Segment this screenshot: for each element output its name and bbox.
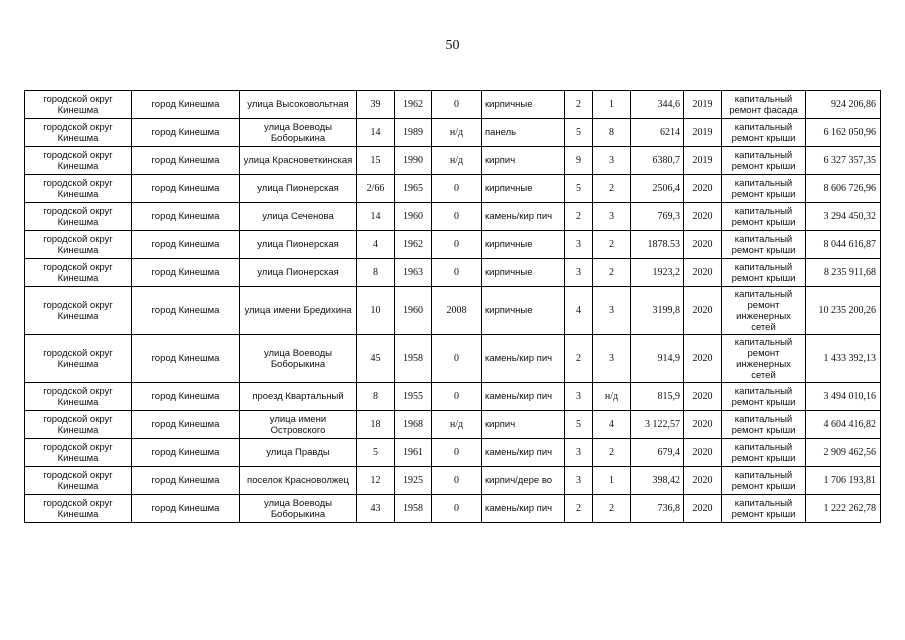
cell-floors: 2 — [565, 203, 593, 231]
cell-area: 1878.53 — [631, 231, 684, 259]
cell-settlement: город Кинешма — [132, 259, 240, 287]
cell-repair-year: 2020 — [684, 287, 722, 335]
cell-work-type: капитальный ремонт крыши — [722, 203, 806, 231]
cell-street: улица Пионерская — [240, 175, 357, 203]
cell-area: 344,6 — [631, 91, 684, 119]
cell-settlement: город Кинешма — [132, 335, 240, 383]
cell-year-built: 1962 — [395, 91, 432, 119]
cell-street: улица Красноветкинская — [240, 147, 357, 175]
cell-settlement: город Кинешма — [132, 495, 240, 523]
cell-settlement: город Кинешма — [132, 439, 240, 467]
cell-wall-material: камень/кир пич — [482, 383, 565, 411]
cell-area: 679,4 — [631, 439, 684, 467]
cell-wall-material: кирпичные — [482, 287, 565, 335]
cell-work-type: капитальный ремонт крыши — [722, 175, 806, 203]
cell-cost: 8 044 616,87 — [806, 231, 881, 259]
cell-area: 815,9 — [631, 383, 684, 411]
repair-table — [24, 90, 881, 523]
cell-municipality: городской округ Кинешма — [25, 259, 132, 287]
cell-floors: 3 — [565, 259, 593, 287]
cell-year-reconstruction: 0 — [432, 335, 482, 383]
table-row — [25, 175, 881, 203]
cell-repair-year: 2020 — [684, 231, 722, 259]
cell-street: улица Пионерская — [240, 231, 357, 259]
cell-house-number: 4 — [357, 231, 395, 259]
cell-year-built: 1962 — [395, 231, 432, 259]
cell-area: 6380,7 — [631, 147, 684, 175]
cell-year-built: 1968 — [395, 411, 432, 439]
cell-municipality: городской округ Кинешма — [25, 411, 132, 439]
cell-house-number: 8 — [357, 259, 395, 287]
cell-floors: 3 — [565, 467, 593, 495]
table-row — [25, 335, 881, 383]
table-row — [25, 495, 881, 523]
cell-repair-year: 2020 — [684, 383, 722, 411]
cell-area: 914,9 — [631, 335, 684, 383]
cell-settlement: город Кинешма — [132, 383, 240, 411]
cell-cost: 8 606 726,96 — [806, 175, 881, 203]
cell-area: 769,3 — [631, 203, 684, 231]
cell-cost: 1 706 193,81 — [806, 467, 881, 495]
cell-area: 3 122,57 — [631, 411, 684, 439]
cell-floors: 2 — [565, 91, 593, 119]
cell-year-built: 1955 — [395, 383, 432, 411]
table-row — [25, 203, 881, 231]
cell-year-built: 1925 — [395, 467, 432, 495]
cell-work-type: капитальный ремонт крыши — [722, 231, 806, 259]
cell-cost: 8 235 911,68 — [806, 259, 881, 287]
cell-year-reconstruction: 0 — [432, 383, 482, 411]
cell-entrances: 2 — [593, 495, 631, 523]
cell-house-number: 15 — [357, 147, 395, 175]
cell-year-reconstruction: 0 — [432, 495, 482, 523]
cell-entrances: 8 — [593, 119, 631, 147]
cell-cost: 6 162 050,96 — [806, 119, 881, 147]
cell-repair-year: 2020 — [684, 439, 722, 467]
cell-municipality: городской округ Кинешма — [25, 495, 132, 523]
table-row — [25, 231, 881, 259]
cell-work-type: капитальный ремонт инженерных сетей — [722, 287, 806, 335]
cell-cost: 2 909 462,56 — [806, 439, 881, 467]
cell-repair-year: 2020 — [684, 335, 722, 383]
cell-entrances: 4 — [593, 411, 631, 439]
cell-street: проезд Квартальный — [240, 383, 357, 411]
cell-floors: 3 — [565, 383, 593, 411]
cell-work-type: капитальный ремонт крыши — [722, 147, 806, 175]
table-row — [25, 91, 881, 119]
cell-settlement: город Кинешма — [132, 91, 240, 119]
cell-wall-material: кирпич/дере во — [482, 467, 565, 495]
cell-floors: 3 — [565, 439, 593, 467]
cell-cost: 1 433 392,13 — [806, 335, 881, 383]
cell-municipality: городской округ Кинешма — [25, 383, 132, 411]
cell-municipality: городской округ Кинешма — [25, 91, 132, 119]
cell-year-built: 1965 — [395, 175, 432, 203]
cell-year-reconstruction: 0 — [432, 467, 482, 495]
cell-house-number: 10 — [357, 287, 395, 335]
cell-work-type: капитальный ремонт крыши — [722, 495, 806, 523]
table-row — [25, 287, 881, 335]
cell-settlement: город Кинешма — [132, 147, 240, 175]
cell-settlement: город Кинешма — [132, 411, 240, 439]
cell-street: улица Правды — [240, 439, 357, 467]
cell-municipality: городской округ Кинешма — [25, 335, 132, 383]
cell-settlement: город Кинешма — [132, 231, 240, 259]
cell-street: улица имени Островского — [240, 411, 357, 439]
cell-street: поселок Красноволжец — [240, 467, 357, 495]
cell-work-type: капитальный ремонт крыши — [722, 259, 806, 287]
cell-entrances: 3 — [593, 203, 631, 231]
cell-cost: 4 604 416,82 — [806, 411, 881, 439]
cell-entrances: 1 — [593, 467, 631, 495]
cell-year-reconstruction: 0 — [432, 203, 482, 231]
cell-work-type: капитальный ремонт крыши — [722, 439, 806, 467]
cell-street: улица Пионерская — [240, 259, 357, 287]
cell-house-number: 12 — [357, 467, 395, 495]
cell-entrances: 3 — [593, 147, 631, 175]
cell-entrances: 2 — [593, 175, 631, 203]
table-row — [25, 411, 881, 439]
cell-house-number: 14 — [357, 119, 395, 147]
cell-entrances: 3 — [593, 287, 631, 335]
cell-year-reconstruction: н/д — [432, 147, 482, 175]
cell-year-built: 1960 — [395, 287, 432, 335]
cell-house-number: 45 — [357, 335, 395, 383]
cell-floors: 5 — [565, 175, 593, 203]
cell-municipality: городской округ Кинешма — [25, 203, 132, 231]
cell-repair-year: 2020 — [684, 411, 722, 439]
cell-year-reconstruction: н/д — [432, 411, 482, 439]
cell-house-number: 2/66 — [357, 175, 395, 203]
cell-house-number: 5 — [357, 439, 395, 467]
cell-wall-material: кирпичные — [482, 91, 565, 119]
cell-municipality: городской округ Кинешма — [25, 175, 132, 203]
cell-work-type: капитальный ремонт крыши — [722, 383, 806, 411]
cell-house-number: 14 — [357, 203, 395, 231]
cell-wall-material: кирпичные — [482, 231, 565, 259]
table-row — [25, 259, 881, 287]
cell-wall-material: панель — [482, 119, 565, 147]
cell-repair-year: 2020 — [684, 203, 722, 231]
cell-area: 2506,4 — [631, 175, 684, 203]
cell-repair-year: 2020 — [684, 467, 722, 495]
cell-year-built: 1990 — [395, 147, 432, 175]
cell-work-type: капитальный ремонт крыши — [722, 411, 806, 439]
cell-street: улица имени Бредихина — [240, 287, 357, 335]
cell-cost: 3 294 450,32 — [806, 203, 881, 231]
cell-house-number: 18 — [357, 411, 395, 439]
table-row — [25, 467, 881, 495]
cell-area: 1923,2 — [631, 259, 684, 287]
cell-area: 6214 — [631, 119, 684, 147]
cell-repair-year: 2020 — [684, 495, 722, 523]
cell-wall-material: камень/кир пич — [482, 203, 565, 231]
cell-entrances: н/д — [593, 383, 631, 411]
cell-wall-material: кирпичные — [482, 259, 565, 287]
cell-year-reconstruction: 0 — [432, 231, 482, 259]
cell-entrances: 3 — [593, 335, 631, 383]
page-number: 50 — [445, 38, 460, 53]
cell-work-type: капитальный ремонт фасада — [722, 91, 806, 119]
cell-house-number: 8 — [357, 383, 395, 411]
cell-wall-material: кирпич — [482, 147, 565, 175]
table-row — [25, 119, 881, 147]
cell-entrances: 2 — [593, 231, 631, 259]
cell-settlement: город Кинешма — [132, 203, 240, 231]
cell-settlement: город Кинешма — [132, 467, 240, 495]
cell-repair-year: 2019 — [684, 91, 722, 119]
cell-municipality: городской округ Кинешма — [25, 439, 132, 467]
cell-repair-year: 2020 — [684, 259, 722, 287]
cell-floors: 5 — [565, 119, 593, 147]
cell-cost: 1 222 262,78 — [806, 495, 881, 523]
cell-municipality: городской округ Кинешма — [25, 231, 132, 259]
cell-street: улица Воеводы Боборыкина — [240, 335, 357, 383]
cell-floors: 9 — [565, 147, 593, 175]
cell-floors: 2 — [565, 495, 593, 523]
cell-floors: 5 — [565, 411, 593, 439]
cell-work-type: капитальный ремонт крыши — [722, 119, 806, 147]
cell-floors: 4 — [565, 287, 593, 335]
cell-wall-material: камень/кир пич — [482, 439, 565, 467]
cell-house-number: 43 — [357, 495, 395, 523]
cell-settlement: город Кинешма — [132, 175, 240, 203]
cell-street: улица Воеводы Боборыкина — [240, 119, 357, 147]
table-row — [25, 383, 881, 411]
cell-repair-year: 2019 — [684, 119, 722, 147]
cell-year-reconstruction: 0 — [432, 439, 482, 467]
cell-floors: 2 — [565, 335, 593, 383]
cell-house-number: 39 — [357, 91, 395, 119]
cell-area: 3199,8 — [631, 287, 684, 335]
cell-municipality: городской округ Кинешма — [25, 119, 132, 147]
cell-entrances: 2 — [593, 259, 631, 287]
cell-repair-year: 2019 — [684, 147, 722, 175]
cell-settlement: город Кинешма — [132, 119, 240, 147]
cell-municipality: городской округ Кинешма — [25, 287, 132, 335]
cell-wall-material: камень/кир пич — [482, 495, 565, 523]
cell-year-built: 1961 — [395, 439, 432, 467]
cell-area: 398,42 — [631, 467, 684, 495]
cell-cost: 6 327 357,35 — [806, 147, 881, 175]
cell-year-built: 1960 — [395, 203, 432, 231]
cell-year-reconstruction: н/д — [432, 119, 482, 147]
cell-wall-material: кирпич — [482, 411, 565, 439]
cell-year-reconstruction: 0 — [432, 259, 482, 287]
cell-year-built: 1989 — [395, 119, 432, 147]
cell-year-reconstruction: 0 — [432, 175, 482, 203]
cell-cost: 924 206,86 — [806, 91, 881, 119]
cell-cost: 3 494 010,16 — [806, 383, 881, 411]
cell-year-built: 1958 — [395, 335, 432, 383]
table-row — [25, 147, 881, 175]
cell-work-type: капитальный ремонт инженерных сетей — [722, 335, 806, 383]
cell-municipality: городской округ Кинешма — [25, 467, 132, 495]
cell-street: улица Сеченова — [240, 203, 357, 231]
cell-repair-year: 2020 — [684, 175, 722, 203]
cell-floors: 3 — [565, 231, 593, 259]
cell-municipality: городской округ Кинешма — [25, 147, 132, 175]
cell-entrances: 2 — [593, 439, 631, 467]
cell-year-built: 1958 — [395, 495, 432, 523]
cell-wall-material: кирпичные — [482, 175, 565, 203]
table-row — [25, 439, 881, 467]
cell-year-built: 1963 — [395, 259, 432, 287]
cell-cost: 10 235 200,26 — [806, 287, 881, 335]
cell-work-type: капитальный ремонт крыши — [722, 467, 806, 495]
cell-street: улица Воеводы Боборыкина — [240, 495, 357, 523]
cell-entrances: 1 — [593, 91, 631, 119]
cell-year-reconstruction: 0 — [432, 91, 482, 119]
cell-wall-material: камень/кир пич — [482, 335, 565, 383]
cell-settlement: город Кинешма — [132, 287, 240, 335]
cell-street: улица Высоковольтная — [240, 91, 357, 119]
cell-area: 736,8 — [631, 495, 684, 523]
cell-year-reconstruction: 2008 — [432, 287, 482, 335]
